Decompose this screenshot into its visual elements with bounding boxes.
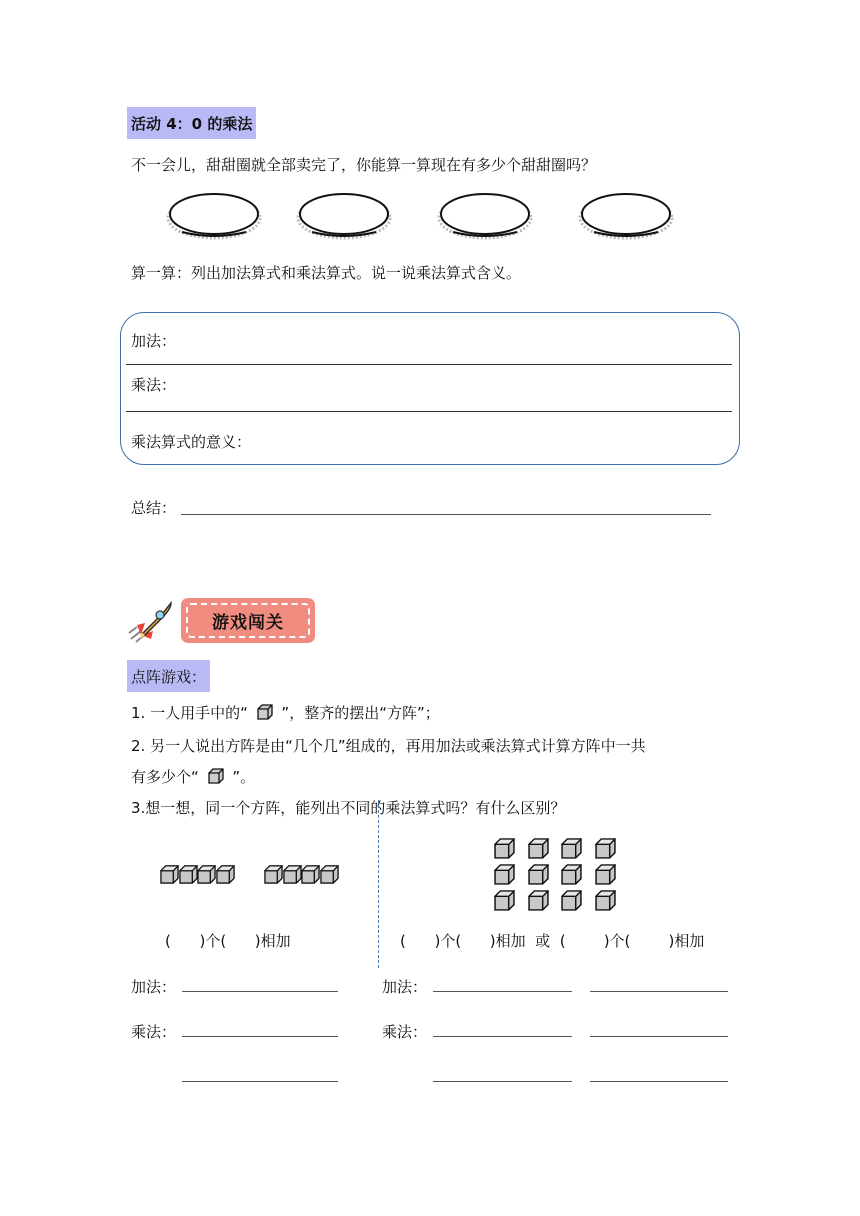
activity4-intro: 不一会儿，甜甜圈就全部卖完了，你能算一算现在有多少个甜甜圈吗？: [131, 156, 597, 174]
activity4-heading: 活动 4：0 的乘法: [127, 107, 256, 139]
right-mul-label: 乘法：: [382, 1023, 428, 1041]
right-mul-line-1[interactable]: [433, 1036, 572, 1037]
cube-icon: [179, 865, 198, 884]
rule-1: [131, 702, 440, 723]
empty-plate-2: [296, 192, 392, 240]
rule-2-line-1: 2. 另一人说出方阵是由“几个几”组成的，再用加法或乘法算式计算方阵中一共: [131, 737, 646, 755]
right-add-line-1[interactable]: [433, 991, 572, 992]
cube-icon: [301, 865, 320, 884]
cube-icon: [494, 864, 515, 885]
rule-2-text-b: 有多少个“: [131, 768, 199, 786]
empty-plate-1: [166, 192, 262, 240]
left-mul-line-2[interactable]: [182, 1081, 338, 1082]
box-meaning-label: 乘法算式的意义：: [131, 433, 252, 451]
cube-icon: [494, 838, 515, 859]
empty-plate-3: [437, 192, 533, 240]
box-add-label: 加法：: [131, 332, 177, 350]
game-badge: [181, 598, 315, 643]
empty-plate-4: [578, 192, 674, 240]
cube-icon: [561, 864, 582, 885]
box-mul-answer-line[interactable]: [126, 411, 732, 412]
rule-1-text-a: 1. 一人用手中的“: [131, 704, 248, 722]
game-badge-label: 游戏闯关: [186, 603, 310, 638]
cube-icon: [494, 890, 515, 911]
box-mul-label: 乘法：: [131, 376, 177, 394]
cube-icon: [216, 865, 235, 884]
cube-icon: [207, 767, 225, 785]
cube-icon: [320, 865, 339, 884]
cube-icon: [528, 864, 549, 885]
divider-dashed: [378, 800, 379, 968]
rule-1-text-b: ”，整齐的摆出“方阵”；: [281, 704, 440, 722]
summary-answer-line[interactable]: [181, 514, 711, 515]
cube-icon: [264, 865, 283, 884]
cube-icon: [561, 890, 582, 911]
cube-icon: [595, 864, 616, 885]
left-add-line[interactable]: [182, 991, 338, 992]
right-mul-line-2[interactable]: [590, 1036, 728, 1037]
cube-icon: [561, 838, 582, 859]
game-subheading: 点阵游戏：: [127, 660, 210, 692]
left-add-label: 加法：: [131, 978, 177, 996]
right-add-label: 加法：: [382, 978, 428, 996]
summary-label: 总结：: [131, 499, 177, 517]
left-fill-blank: ( )个( )相加: [165, 932, 291, 950]
rule-3: 3.想一想，同一个方阵，能列出不同的乘法算式吗？有什么区别？: [131, 799, 566, 817]
rule-2-line-2: [131, 766, 255, 787]
cube-icon: [595, 838, 616, 859]
cube-icon: [256, 703, 274, 721]
left-mul-line-1[interactable]: [182, 1036, 338, 1037]
right-add-line-2[interactable]: [590, 991, 728, 992]
rocket-icon: [127, 601, 173, 643]
cube-icon: [595, 890, 616, 911]
left-mul-label: 乘法：: [131, 1023, 177, 1041]
cube-icon: [160, 865, 179, 884]
cube-icon: [283, 865, 302, 884]
rule-2-text-c: ”。: [232, 768, 256, 786]
right-fill-blank: ( )个( )相加 或 ( )个( )相加: [400, 932, 705, 950]
cube-icon: [528, 838, 549, 859]
right-mul-line-4[interactable]: [590, 1081, 728, 1082]
cube-icon: [528, 890, 549, 911]
activity4-task: 算一算：列出加法算式和乘法算式。说一说乘法算式含义。: [131, 264, 522, 282]
box-add-answer-line[interactable]: [126, 364, 732, 365]
right-mul-line-3[interactable]: [433, 1081, 572, 1082]
cube-icon: [197, 865, 216, 884]
